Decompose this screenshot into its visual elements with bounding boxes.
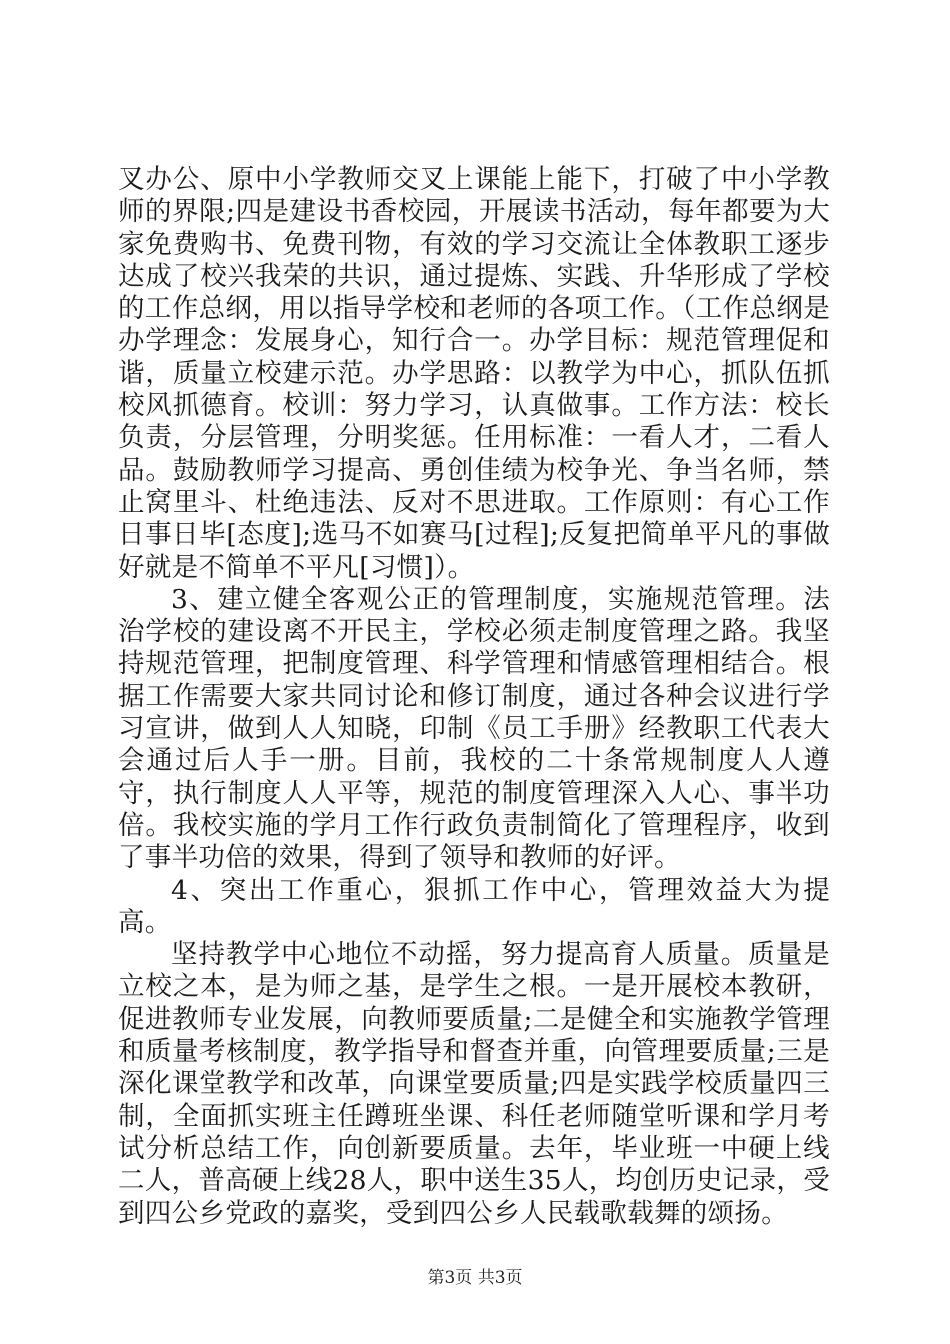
paragraph-work-focus-heading: 4、突出工作重心，狠抓工作中心，管理效益大为提高。 <box>118 874 830 938</box>
paragraph-management-system: 3、建立健全客观公正的管理制度，实施规范管理。法治学校的建设离不开民主，学校必须走制度管理之路。我坚持规范管理，把制度管理、科学管理和情感管理相结合。根据工作需要大家共同讨论和修订制度，通过各种会议进行学习宣讲，做到人人知晓，印制《员工手册》经教职工代表大会通过后人手一册。目前，我校的二十条常规制度人人遵守，执行制度人人平等，规范的制度管理深入人心、事半功倍。我校实施的学月工作行政负责制简化了管理程序，收到了事半功倍的效果，得到了领导和教师的好评。 <box>118 583 830 874</box>
paragraph-teaching-quality: 坚持教学中心地位不动摇，努力提高育人质量。质量是立校之本，是为师之基，是学生之根。一是开展校本教研，促进教师专业发展，向教师要质量;二是健全和实施教学管理和质量考核制度，教学指导和督查并重，向管理要质量;三是深化课堂教学和改革，向课堂要质量;四是实践学校质量四三制，全面抓实班主任蹲班坐课、科任老师随堂听课和学月考试分析总结工作，向创新要质量。去年，毕业班一中硬上线二人，普高硬上线28人，职中送生35人，均创历史记录，受到四公乡党政的嘉奖，受到四公乡人民载歌载舞的颂扬。 <box>118 939 830 1229</box>
document-body <box>118 164 830 1230</box>
paragraph-continuation: 叉办公、原中小学教师交叉上课能上能下，打破了中小学教师的界限;四是建设书香校园，开展读书活动，每年都要为大家免费购书、免费刊物，有效的学习交流让全体教职工逐步达成了校兴我荣的共识，通过提炼、实践、升华形成了学校的工作总纲，用以指导学校和老师的各项工作。（工作总纲是办学理念：发展身心，知行合一。办学目标：规范管理促和谐，质量立校建示范。办学思路：以教学为中心，抓队伍抓校风抓德育。校训：努力学习，认真做事。工作方法：校长负责，分层管理，分明奖惩。任用标准：一看人才，二看人品。鼓励教师学习提高、勇创佳绩为校争光、争当名师，禁止窝里斗、杜绝违法、反对不思进取。工作原则：有心工作日事日毕[态度];选马不如赛马[过程];反复把简单平凡的事做好就是不简单不平凡[习惯]）。 <box>118 164 830 583</box>
page-footer: 第3页 共3页 <box>427 1268 523 1288</box>
